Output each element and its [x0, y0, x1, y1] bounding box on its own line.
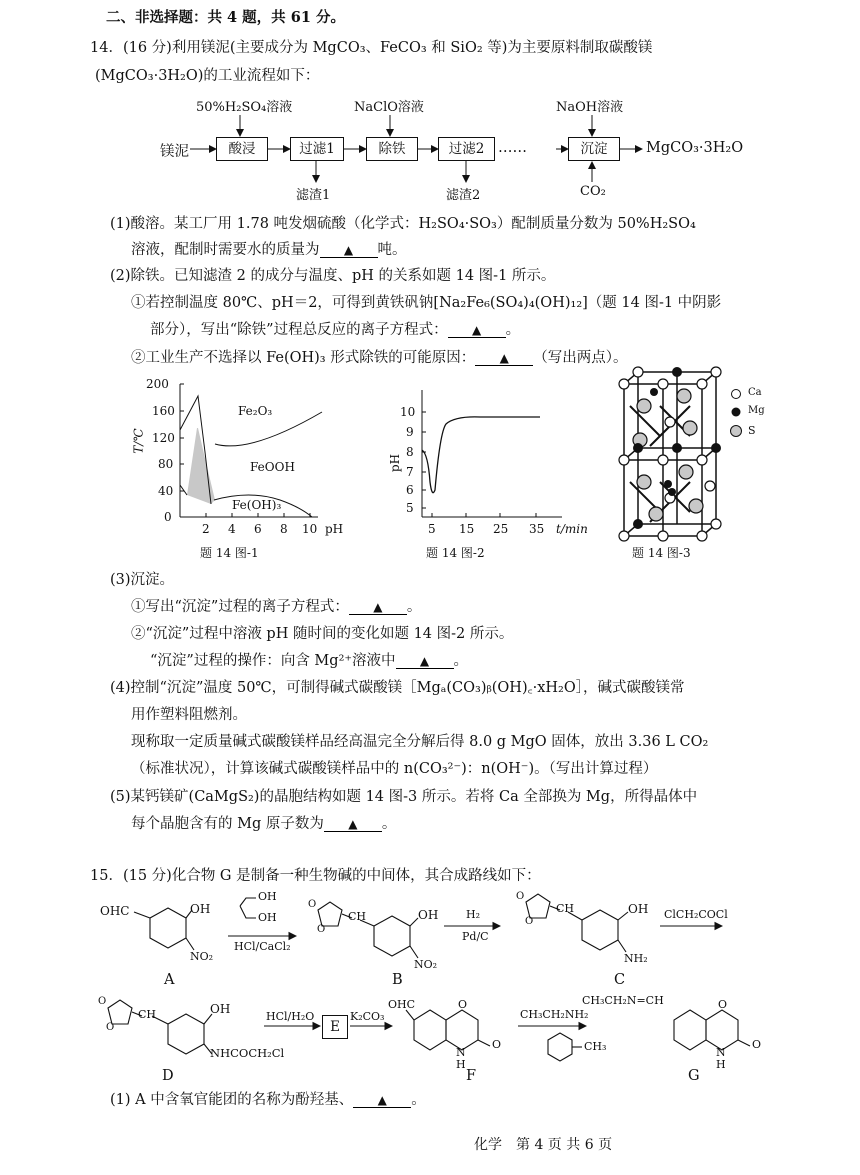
- a-ohc: OHC: [100, 904, 130, 918]
- compound-f-label: F: [466, 1068, 477, 1084]
- ab-reagent-oh2: OH: [258, 911, 277, 924]
- c-o2: O: [525, 916, 534, 927]
- fig2-ytick: 9: [406, 425, 414, 439]
- b-no2: NO₂: [414, 958, 438, 971]
- q14-p4-line3: 现称取一定质量碱式碳酸镁样品经高温完全分解后得 8.0 g MgO 固体，放出 3.36 L CO₂: [131, 734, 709, 750]
- fig-14-2: [380, 372, 600, 562]
- b-ch: CH: [348, 910, 367, 923]
- legend-marker-s: [731, 426, 742, 437]
- q14-p5-line2: 每个晶胞含有的 Mg 原子数为 ▲ 。: [131, 816, 397, 832]
- g-n: N: [716, 1046, 726, 1059]
- flow-start: 镁泥: [160, 144, 189, 160]
- fig1-ytick: 160: [152, 404, 175, 418]
- f-o2: O: [492, 1038, 502, 1051]
- flow-reagent-naclo: NaClO溶液: [354, 100, 424, 115]
- fig1-region-feoh3: Fe(OH)₃: [232, 498, 282, 512]
- q14-flowchart: [0, 0, 860, 210]
- g-h: H: [716, 1058, 726, 1071]
- flowchart-arrows: [0, 0, 860, 210]
- fig1-ylabel: T/℃: [131, 428, 146, 454]
- q14-p3-title: (3)沉淀。: [110, 572, 175, 588]
- fig2-xtick: 25: [493, 522, 509, 536]
- fig2-ylabel: pH: [388, 453, 403, 473]
- q14-p2-2: ②工业生产不选择以 Fe(OH)₃ 形式除铁的可能原因： ▲ （写出两点）。: [131, 350, 628, 366]
- flow-reagent-naoh: NaOH溶液: [556, 100, 624, 115]
- fig1-xtick: 10: [302, 522, 318, 536]
- q14-p1-line2: 溶液，配制时需要水的质量为 ▲ 吨。: [131, 242, 407, 258]
- fig2-ytick: 10: [400, 405, 416, 419]
- section-header: 二、非选择题：共 4 题，共 61 分。: [106, 9, 345, 26]
- fig2-xlabel: t/min: [556, 522, 588, 536]
- ab-reagent-oh1: OH: [258, 890, 277, 903]
- q15-synthesis-scheme: [0, 890, 860, 1090]
- a-oh: OH: [190, 902, 211, 916]
- fg-reagent-top: CH₃CH₂NH₂: [520, 1008, 589, 1021]
- f-h: H: [456, 1058, 466, 1071]
- fig3-legend-s: S: [748, 424, 756, 437]
- bc-reagent-bottom: Pd/C: [462, 930, 489, 943]
- flow-step-acid-leach: 酸浸: [216, 137, 268, 161]
- flow-residue1: 滤渣1: [296, 188, 331, 203]
- flow-reagent-h2so4: 50%H₂SO₄溶液: [196, 100, 293, 115]
- q14-p3-2: ②“沉淀”过程中溶液 pH 随时间的变化如题 14 图-2 所示。: [131, 626, 514, 642]
- g-prefix: CH₃CH₂N=CH: [582, 994, 664, 1007]
- cd-reagent-top: ClCH₂COCl: [664, 908, 728, 921]
- fig1-caption: 题 14 图-1: [200, 546, 259, 560]
- q14-p2-1-line2: 部分），写出“除铁”过程总反应的离子方程式： ▲ 。: [150, 322, 521, 338]
- flow-step-filter1: 过滤1: [290, 137, 344, 161]
- fig1-xtick: 2: [202, 522, 210, 536]
- f-o: O: [458, 998, 468, 1011]
- c-o1: O: [516, 891, 525, 902]
- q14-p4-line2: 用作塑料阻燃剂。: [131, 707, 247, 723]
- legend-marker-ca: [732, 390, 741, 399]
- answer-blank: ▲: [475, 351, 533, 366]
- fg-reagent-ch3: CH₃: [584, 1040, 607, 1053]
- q14-p4-line1: (4)控制“沉淀”温度 50℃，可制得碱式碳酸镁［Mgₐ(CO₃)ᵦ(OH)꜀·xH₂O］，碱式碳酸镁常: [110, 680, 685, 696]
- fig2-ytick: 7: [406, 465, 414, 479]
- compound-c-label: C: [614, 972, 626, 988]
- legend-marker-mg: [732, 408, 741, 417]
- flow-gas-co2: CO₂: [580, 184, 606, 199]
- g-o2: O: [752, 1038, 762, 1051]
- fig1-ytick: 40: [158, 484, 174, 498]
- fig-14-1: [130, 372, 360, 562]
- q14-p2-title: (2)除铁。已知滤渣 2 的成分与温度、pH 的关系如题 14 图-1 所示。: [110, 268, 556, 284]
- fig1-ytick: 80: [158, 457, 174, 471]
- b-oh: OH: [418, 908, 439, 922]
- fig1-xtick: 6: [254, 522, 262, 536]
- fig-14-3-cell: [610, 366, 790, 566]
- compound-e-box: E: [322, 1015, 348, 1039]
- ab-reagent-bottom: HCl/CaCl₂: [234, 940, 291, 953]
- b-o2: O: [317, 924, 326, 935]
- q14-p3-3: “沉淀”过程的操作：向含 Mg²⁺溶液中 ▲ 。: [150, 653, 469, 669]
- fig3-caption: 题 14 图-3: [632, 546, 691, 560]
- fig2-ytick: 6: [406, 483, 414, 497]
- fig1-xtick: 4: [228, 522, 236, 536]
- ef-reagent: K₂CO₃: [350, 1010, 385, 1023]
- answer-blank: ▲: [353, 1093, 411, 1108]
- answer-blank: ▲: [396, 654, 454, 669]
- answer-blank: ▲: [324, 817, 382, 832]
- d-o1: O: [98, 996, 107, 1007]
- g-o: O: [718, 998, 728, 1011]
- d-nhcoch2cl: NHCOCH₂Cl: [210, 1046, 285, 1060]
- fig1-xtick: 8: [280, 522, 288, 536]
- fig1-ytick: 200: [146, 377, 169, 391]
- fig2-caption: 题 14 图-2: [426, 546, 485, 560]
- fig2-ytick: 5: [406, 501, 414, 515]
- d-ch: CH: [138, 1008, 157, 1021]
- q15-p1: (1) A 中含氧官能团的名称为酚羟基、 ▲ 。: [110, 1092, 426, 1108]
- answer-blank: ▲: [349, 600, 407, 615]
- fig3-legend-mg: Mg: [748, 405, 765, 416]
- de-reagent: HCl/H₂O: [266, 1010, 315, 1023]
- fig1-ytick: 0: [164, 510, 172, 524]
- fig1-region-fe2o3: Fe₂O₃: [238, 404, 273, 418]
- d-o2: O: [106, 1022, 115, 1033]
- fig-14-3: [610, 366, 790, 566]
- q14-p1-line1: (1)酸溶。某工厂用 1.78 吨发烟硫酸（化学式：H₂SO₄·SO₃）配制质量分数为 50%H₂SO₄: [110, 216, 696, 232]
- flow-residue2: 滤渣2: [446, 188, 481, 203]
- f-n: N: [456, 1046, 466, 1059]
- answer-blank: ▲: [448, 323, 506, 338]
- q14-p5-line1: (5)某钙镁矿(CaMgS₂)的晶胞结构如题 14 图-3 所示。若将 Ca 全部换为 Mg，所得晶体中: [110, 789, 698, 805]
- flow-step-precipitate: 沉淀: [568, 137, 620, 161]
- flow-step-filter2: 过滤2: [438, 137, 495, 161]
- fig2-xtick: 5: [428, 522, 436, 536]
- b-o1: O: [308, 899, 317, 910]
- q15-intro: 15．(15 分)化合物 G 是制备一种生物碱的中间体，其合成路线如下：: [90, 868, 541, 884]
- fig2-xtick: 35: [529, 522, 545, 536]
- flow-step-remove-iron: 除铁: [366, 137, 418, 161]
- compound-d-label: D: [162, 1068, 174, 1084]
- q14-intro-line2: (MgCO₃·3H₂O)的工业流程如下：: [95, 68, 320, 84]
- fig2-ytick: 8: [406, 445, 414, 459]
- q14-p2-1-line1: ①若控制温度 80℃、pH＝2，可得到黄铁矾钠[Na₂Fe₆(SO₄)₄(OH)₁₂]（题 14 图-1 中阴影: [131, 295, 722, 311]
- d-oh: OH: [210, 1002, 231, 1016]
- flow-product: MgCO₃·3H₂O: [646, 140, 744, 156]
- fig1-ytick: 120: [152, 431, 175, 445]
- answer-blank: ▲: [320, 243, 378, 258]
- f-ohc: OHC: [388, 998, 416, 1011]
- compound-a-label: A: [164, 972, 175, 988]
- c-ch: CH: [556, 902, 575, 915]
- fig2-xtick: 15: [459, 522, 475, 536]
- compound-b-label: B: [392, 972, 403, 988]
- a-no2: NO₂: [190, 950, 214, 963]
- flow-dots: ……: [498, 140, 527, 156]
- fig1-region-feooh: FeOOH: [250, 460, 295, 474]
- fig3-legend-ca: Ca: [748, 387, 762, 398]
- c-nh2: NH₂: [624, 952, 648, 965]
- q14-p4-line4: （标准状况），计算该碱式碳酸镁样品中的 n(CO₃²⁻)：n(OH⁻)。（写出计算过程）: [131, 761, 658, 777]
- q14-p3-1: ①写出“沉淀”过程的离子方程式： ▲ 。: [131, 599, 422, 615]
- compound-g-label: G: [688, 1068, 700, 1084]
- bc-reagent-top: H₂: [466, 908, 481, 921]
- c-oh: OH: [628, 902, 649, 916]
- page-footer: 化学 第 4 页 共 6 页: [474, 1137, 613, 1153]
- q14-intro-line1: 14．(16 分)利用镁泥(主要成分为 MgCO₃、FeCO₃ 和 SiO₂ 等)为主要原料制取碳酸镁: [90, 40, 653, 56]
- fig1-xlabel: pH: [325, 522, 344, 536]
